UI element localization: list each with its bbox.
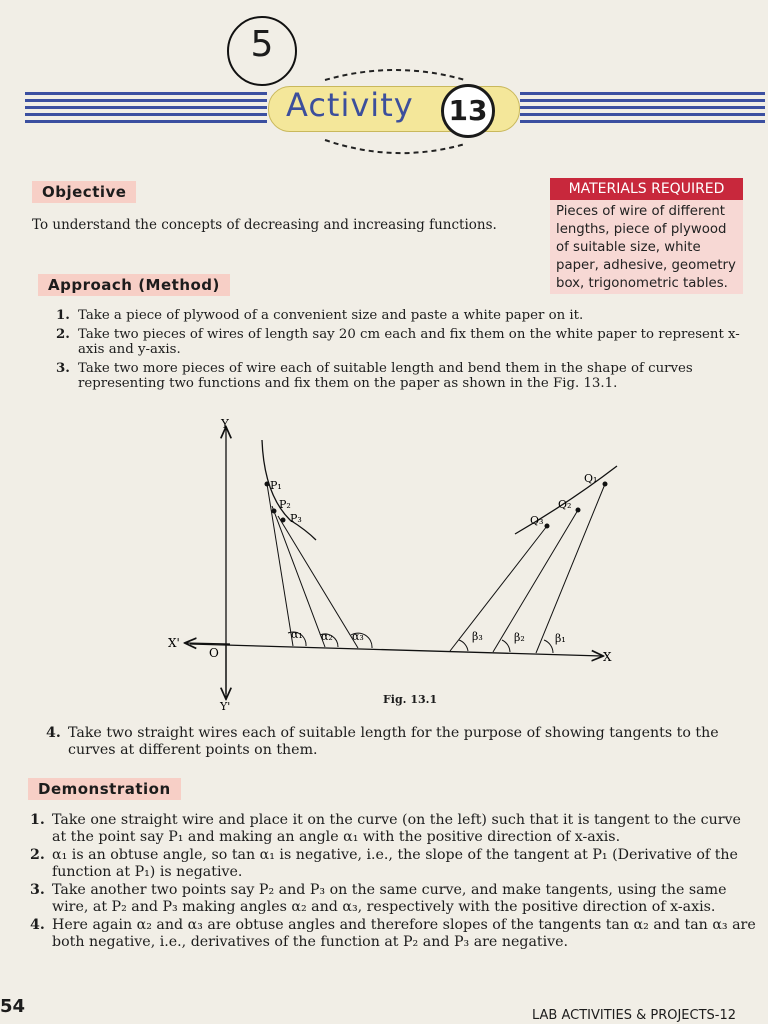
- activity-title: Activity: [286, 86, 414, 124]
- point-q3: [545, 524, 550, 529]
- label-q2: Q₂: [558, 498, 572, 511]
- objective-heading: Objective: [32, 181, 136, 203]
- label-origin: O: [209, 646, 219, 660]
- figure-caption: Fig. 13.1: [383, 693, 438, 706]
- arc-beta1: [544, 640, 553, 653]
- label-beta3: β₃: [472, 630, 483, 643]
- label-alpha3: α₃: [352, 630, 364, 643]
- tangent-p2: [272, 506, 325, 647]
- objective-text: To understand the concepts of decreasing and increasing functions.: [32, 217, 497, 233]
- label-p1: P₁: [270, 479, 282, 492]
- point-p1: [265, 482, 270, 487]
- point-p2: [272, 509, 277, 514]
- approach-heading: Approach (Method): [38, 274, 230, 296]
- approach-step: 4. Take two straight wires each of suitable length for the purpose of showing tangents to the curves at different points on them.: [46, 725, 719, 758]
- label-beta2: β₂: [514, 631, 525, 644]
- label-p2: P₂: [279, 498, 291, 511]
- materials-text: Pieces of wire of different lengths, piece of plywood of suitable size, white paper, adhesive, geometry box, trigonometric tables.: [550, 200, 743, 294]
- demonstration-step: 4. Here again α₂ and α₃ are obtuse angles and therefore slopes of the tangents tan α₂ and tan α₃ are both negative, i.e., derivatives of the function at P₂ and P₃ are negative.: [30, 917, 756, 950]
- approach-steps: [56, 308, 762, 395]
- label-beta1: β₁: [555, 632, 566, 645]
- approach-step-4: [46, 725, 760, 760]
- page-marker: 5: [250, 24, 274, 65]
- demonstration-step: 2. α₁ is an obtuse angle, so tan α₁ is negative, i.e., the slope of the tangent at P₁ (Derivative of the function at P₁) is negative.: [30, 847, 738, 880]
- demonstration-heading: Demonstration: [28, 778, 181, 800]
- banner-stripes-right: [520, 92, 765, 126]
- point-p3: [281, 518, 286, 523]
- point-q1: [603, 482, 608, 487]
- figure-13-1: [150, 412, 630, 712]
- demonstration-steps: [30, 812, 758, 952]
- tangent-q3: [450, 526, 547, 651]
- label-y-prime: Y': [220, 700, 231, 712]
- label-q1: Q₁: [584, 472, 598, 485]
- point-q2: [576, 508, 581, 513]
- label-x-prime: X': [168, 636, 180, 650]
- materials-heading: MATERIALS REQUIRED: [550, 178, 743, 200]
- approach-step: 3. Take two more pieces of wire each of suitable length and bend them in the shape of curves representing two functions and fix them on the paper as shown in the Fig. 13.1.: [56, 361, 693, 391]
- label-alpha2: α₂: [321, 630, 333, 643]
- approach-step: 1. Take a piece of plywood of a convenient size and paste a white paper on it.: [56, 308, 584, 323]
- banner-stripes-left: [25, 92, 267, 126]
- arc-beta3: [459, 640, 468, 651]
- label-alpha1: α₁: [291, 628, 303, 641]
- approach-step: 2. Take two pieces of wires of length say 20 cm each and fix them on the white paper to represent x-axis and y-axis.: [56, 327, 740, 357]
- activity-number: 13: [441, 84, 495, 138]
- label-p3: P₃: [290, 512, 302, 525]
- label-y: Y: [221, 417, 229, 431]
- label-x: X: [603, 650, 612, 664]
- x-axis: [190, 644, 602, 656]
- label-q3: Q₃: [530, 514, 544, 527]
- book-title: LAB ACTIVITIES & PROJECTS-12: [532, 1008, 737, 1023]
- arc-beta2: [502, 640, 510, 652]
- demonstration-step: 1. Take one straight wire and place it on the curve (on the left) such that it is tangent to the curve at the point say P₁ and making an angle α₁ with the positive direction of x-axis.: [30, 812, 741, 845]
- page-number: 54: [0, 996, 26, 1017]
- demonstration-step: 3. Take another two points say P₂ and P₃ on the same curve, and make tangents, using the same wire, at P₂ and P₃ making angles α₂ and α₃, respectively with the positive direction of x-axis.: [30, 882, 727, 915]
